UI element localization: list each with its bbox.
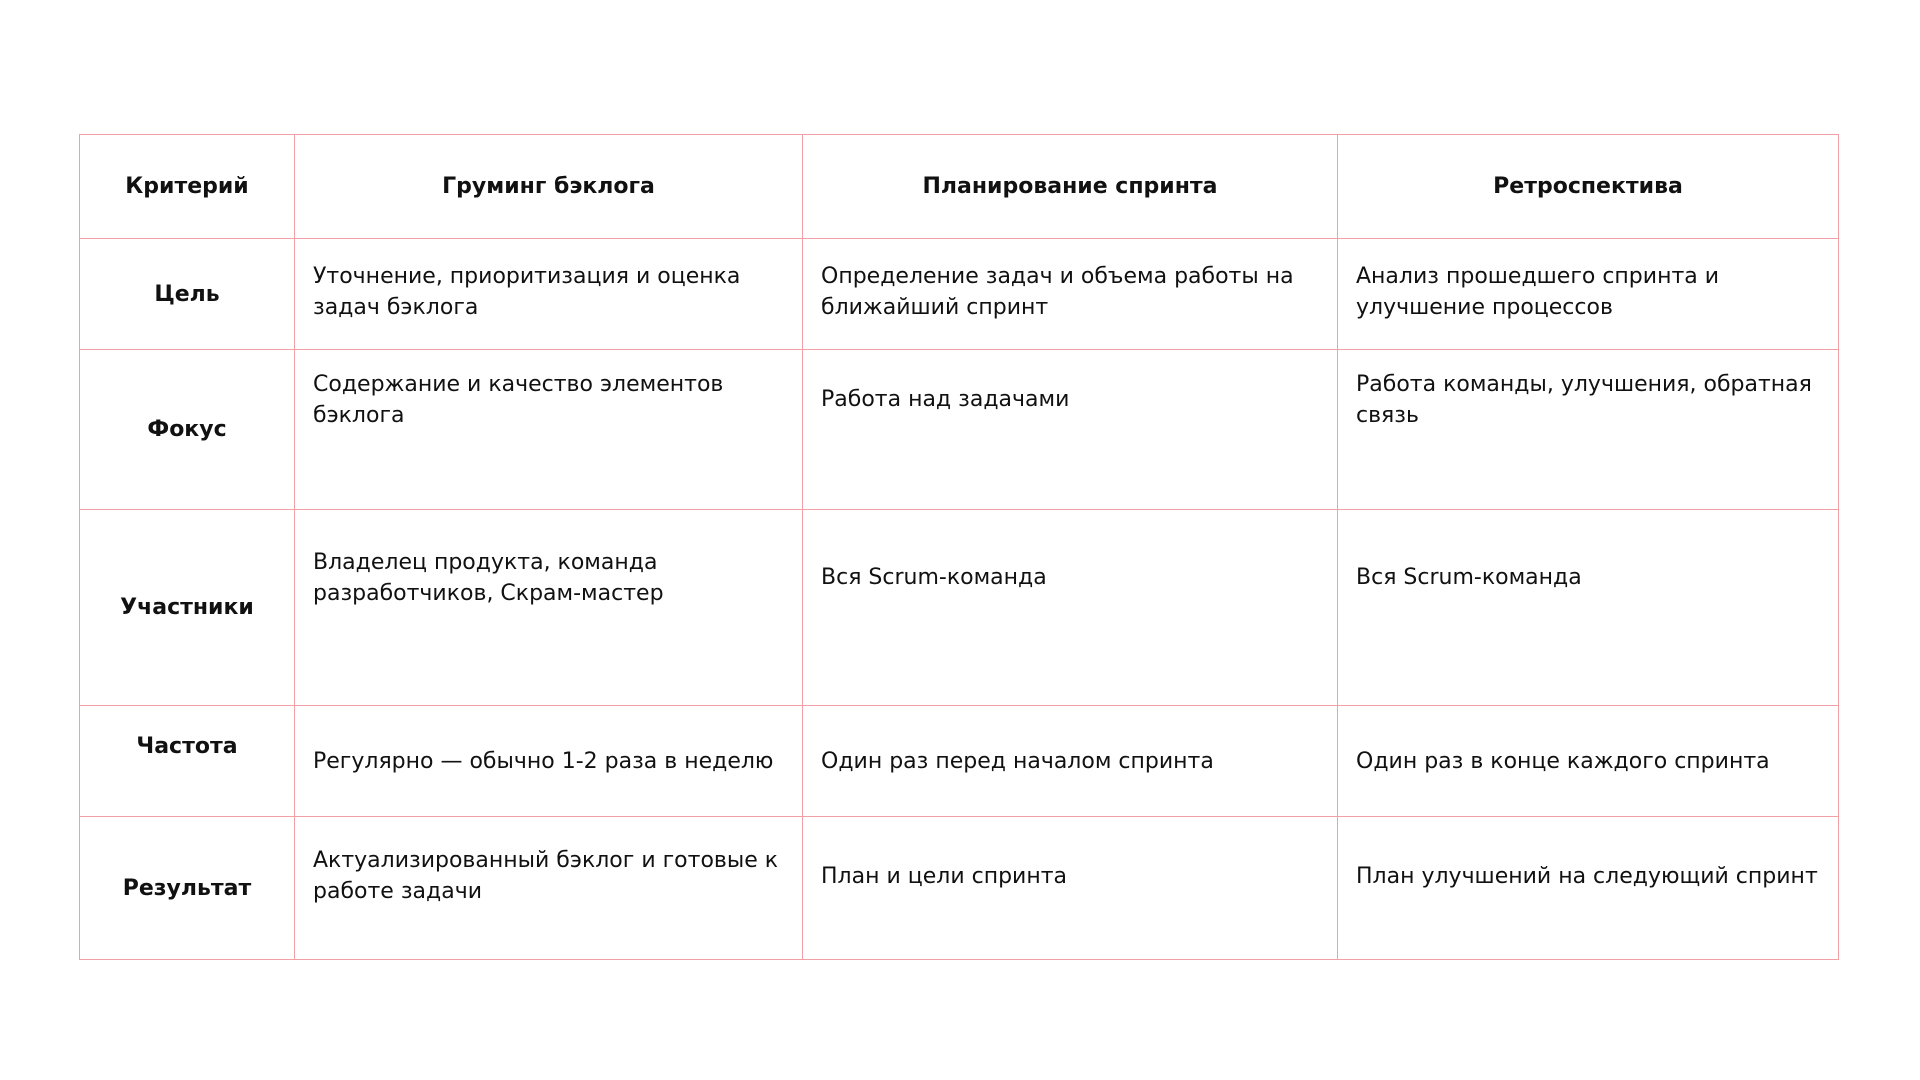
table-row	[80, 817, 1839, 960]
table-row	[80, 239, 1839, 350]
table-cell: Регулярно — обычно 1-2 раза в неделю	[295, 706, 803, 817]
table-row	[80, 510, 1839, 706]
table-cell: Уточнение, приоритизация и оценка задач бэклога	[295, 239, 803, 350]
row-criterion-result: Результат	[80, 817, 295, 960]
table-cell: Актуализированный бэклог и готовые к работе задачи	[295, 817, 803, 960]
table-cell: Работа над задачами	[803, 350, 1338, 510]
table-cell: Работа команды, улучшения, обратная связь	[1338, 350, 1839, 510]
table-cell: План улучшений на следующий спринт	[1338, 817, 1839, 960]
table-cell: Вся Scrum-команда	[1338, 510, 1839, 706]
header-sprint-planning: Планирование спринта	[803, 135, 1338, 239]
header-criterion: Критерий	[80, 135, 295, 239]
row-criterion-participants: Участники	[80, 510, 295, 706]
table-cell: Владелец продукта, команда разработчиков, Скрам-мастер	[295, 510, 803, 706]
table-row	[80, 706, 1839, 817]
row-criterion-frequency: Частота	[80, 706, 295, 817]
table-cell: План и цели спринта	[803, 817, 1338, 960]
table-cell: Анализ прошедшего спринта и улучшение процессов	[1338, 239, 1839, 350]
table-cell: Содержание и качество элементов бэклога	[295, 350, 803, 510]
row-criterion-focus: Фокус	[80, 350, 295, 510]
table-cell: Вся Scrum-команда	[803, 510, 1338, 706]
table-row	[80, 350, 1839, 510]
comparison-table-container	[79, 134, 1838, 960]
table-cell: Один раз перед началом спринта	[803, 706, 1338, 817]
header-backlog-grooming: Груминг бэклога	[295, 135, 803, 239]
table-header-row	[80, 135, 1839, 239]
header-retrospective: Ретроспектива	[1338, 135, 1839, 239]
table-cell: Один раз в конце каждого спринта	[1338, 706, 1839, 817]
comparison-table	[79, 134, 1839, 960]
table-cell: Определение задач и объема работы на ближайший спринт	[803, 239, 1338, 350]
row-criterion-goal: Цель	[80, 239, 295, 350]
